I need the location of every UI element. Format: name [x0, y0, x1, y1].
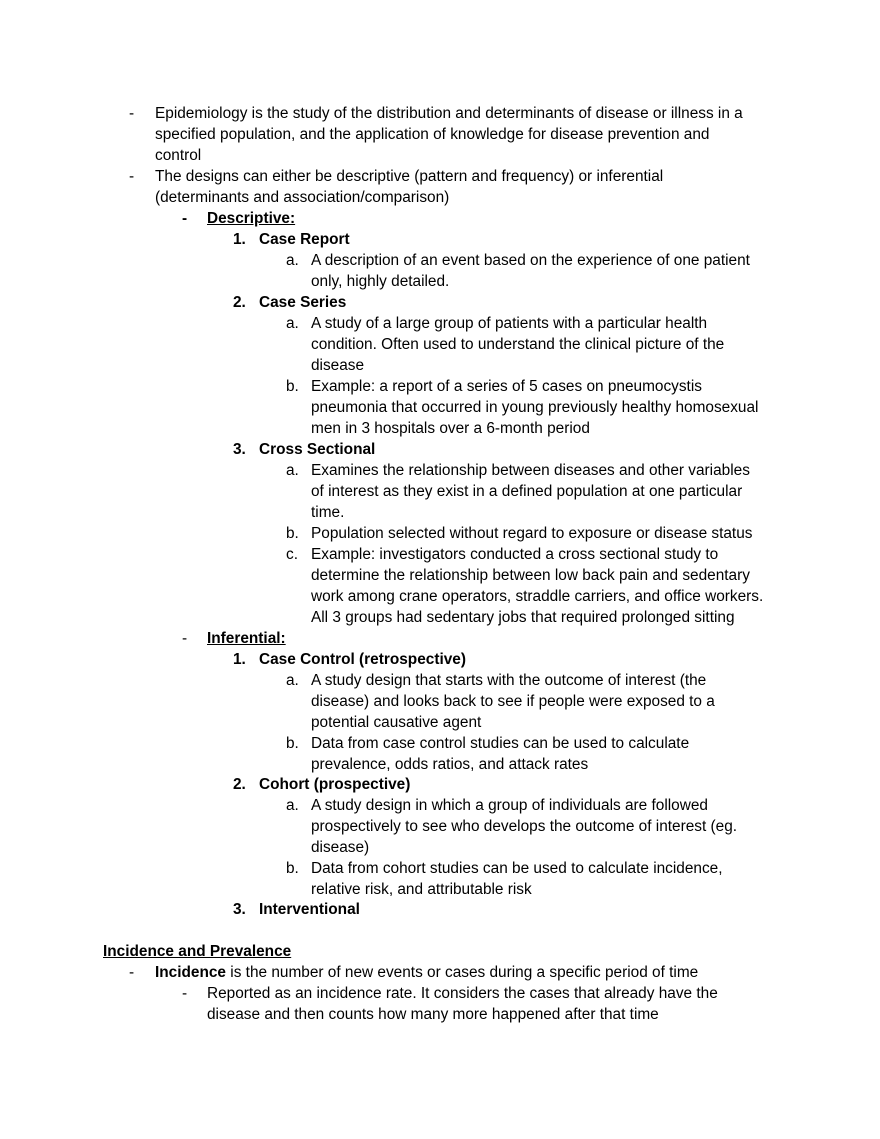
bullet-text-line: Epidemiology is the study of the distribution and determinants of disease or illness in a — [155, 105, 743, 122]
list-letter: a. — [286, 672, 299, 689]
bullet-text-line: specified population, and the application of knowledge for disease prevention and — [155, 126, 710, 143]
list-item-line: Example: a report of a series of 5 cases on pneumocystis — [311, 378, 702, 395]
list-number: 1. — [233, 231, 246, 248]
bullet-marker: - — [129, 168, 135, 185]
list-item-line: only, highly detailed. — [311, 273, 450, 290]
list-item-line: pneumonia that occurred in young previously healthy homosexual — [311, 399, 759, 416]
list-number: 1. — [233, 651, 246, 668]
list-letter: a. — [286, 315, 299, 332]
list-letter: c. — [286, 546, 298, 563]
list-item-line: A study design in which a group of individuals are followed — [311, 797, 708, 814]
list-item-line: A description of an event based on the experience of one patient — [311, 252, 750, 269]
bullet-marker: - — [129, 105, 135, 122]
bullet-text-line: control — [155, 147, 202, 164]
list-item-line: disease — [311, 357, 365, 374]
list-item-line: time. — [311, 504, 345, 521]
section-heading-incidence-prevalence: Incidence and Prevalence — [103, 943, 292, 960]
list-item-line: Population selected without regard to exposure or disease status — [311, 525, 753, 542]
list-letter: a. — [286, 252, 299, 269]
design-title-case-report: Case Report — [259, 231, 350, 248]
list-item-line: All 3 groups had sedentary jobs that required prolonged sitting — [311, 609, 735, 626]
list-number: 3. — [233, 441, 246, 458]
list-item-line: men in 3 hospitals over a 6-month period — [311, 420, 590, 437]
sub-bullet-marker: - — [182, 630, 188, 647]
bullet-text-line: (determinants and association/comparison) — [155, 189, 450, 206]
list-item-line: disease and then counts how many more happened after that time — [207, 1006, 659, 1023]
list-item-line: Example: investigators conducted a cross sectional study to — [311, 546, 719, 563]
list-item-line: A study design that starts with the outcome of interest (the — [311, 672, 707, 689]
list-number: 2. — [233, 294, 246, 311]
list-item-line: determine the relationship between low back pain and sedentary — [311, 567, 750, 584]
list-item-line: prevalence, odds ratios, and attack rates — [311, 756, 589, 773]
list-item-line: of interest as they exist in a defined population at one particular — [311, 483, 743, 500]
list-item-line: condition. Often used to understand the clinical picture of the — [311, 336, 725, 353]
design-title-interventional: Interventional — [259, 901, 360, 918]
bullet-marker: - — [129, 964, 135, 981]
descriptive-heading: Descriptive: — [207, 210, 296, 227]
list-item-line: disease) — [311, 839, 370, 856]
bullet-text-line: The designs can either be descriptive (pattern and frequency) or inferential — [155, 168, 664, 185]
list-letter: a. — [286, 797, 299, 814]
incidence-definition-text: is the number of new events or cases during a specific period of time — [226, 964, 699, 981]
incidence-term: Incidence — [155, 964, 226, 981]
list-item-line: relative risk, and attributable risk — [311, 881, 532, 898]
list-letter: b. — [286, 378, 299, 395]
list-item-line: Reported as an incidence rate. It considers the cases that already have the — [207, 985, 718, 1002]
sub-bullet-marker: - — [182, 985, 188, 1002]
sub-bullet-marker: - — [182, 210, 188, 227]
list-item-line: A study of a large group of patients with a particular health — [311, 315, 708, 332]
design-title-cohort: Cohort (prospective) — [259, 776, 411, 793]
design-title-case-control: Case Control (retrospective) — [259, 651, 466, 668]
design-title-cross-sectional: Cross Sectional — [259, 441, 376, 458]
list-item-line: Data from case control studies can be used to calculate — [311, 735, 690, 752]
design-title-case-series: Case Series — [259, 294, 347, 311]
list-item-line: Data from cohort studies can be used to calculate incidence, — [311, 860, 723, 877]
list-item-line: Examines the relationship between diseases and other variables — [311, 462, 750, 479]
list-letter: b. — [286, 735, 299, 752]
list-item-line: disease) and looks back to see if people were exposed to a — [311, 693, 715, 710]
list-letter: b. — [286, 860, 299, 877]
list-letter: b. — [286, 525, 299, 542]
inferential-heading: Inferential: — [207, 630, 286, 647]
list-item-line: prospectively to see who develops the outcome of interest (eg. — [311, 818, 738, 835]
list-number: 3. — [233, 901, 246, 918]
incidence-definition — [155, 963, 698, 983]
list-item-line: work among crane operators, straddle carriers, and office workers. — [311, 588, 764, 605]
list-item-line: potential causative agent — [311, 714, 482, 731]
list-number: 2. — [233, 776, 246, 793]
list-letter: a. — [286, 462, 299, 479]
